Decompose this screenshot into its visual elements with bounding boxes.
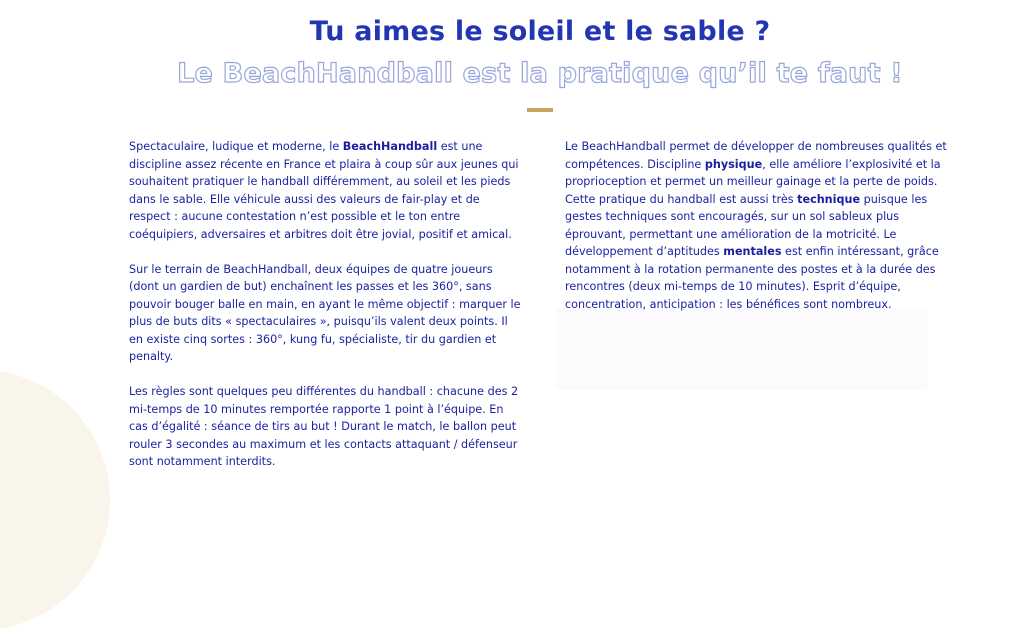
keyword-mentales: mentales bbox=[723, 245, 782, 258]
keyword-physique: physique bbox=[704, 157, 763, 171]
field-paragraph: Sur le terrain de BeachHandball, deux équipes de quatre joueurs (dont un gardien de but) enchaînent les passes et les 360°, sans pouvoir bouger balle en main, en ayant le même objectif : marquer le plus de buts dits « spectaculaires », puisqu’ils valent deux points. Il en existe cinq sortes : 360°, kung fu, spécialiste, tir du gardien et penalty. bbox=[129, 262, 521, 363]
benefits-paragraph: Le BeachHandball permet de développer de nombreuses qualités et compétences. Discipline physique, elle améliore l’explosivité et la proprioception et permet un meilleur gainage et la perte de poids. Cette pratique du handball est aussi très technique puisque les gestes techniques sont encouragés, sur un sol sableux plus éprouvant, permettant une amélioration de la motricité. Le développement d’aptitudes mentales est enfin intéressant, grâce notamment à la rotation permanente des postes et à la durée des rencontres (deux mi-temps de 10 minutes). Esprit d’équipe, concentration, anticipation : les bénéfices sont nombreux. bbox=[565, 140, 947, 311]
keyword-beachhandball: BeachHandball bbox=[342, 140, 438, 153]
left-column bbox=[129, 138, 523, 488]
decorative-sand-arc bbox=[0, 370, 110, 630]
intro-paragraph: Spectaculaire, ludique et moderne, le BeachHandball est une discipline assez récente en France et plaira à coup sûr aux jeunes qui souhaitent pratiquer le handball différemment, au soleil et les pieds dans le sable. Elle véhicule aussi des valeurs de fair-play et de respect : aucune contestation n’est possible et le ton entre coéquipiers, adversaires et arbitres doit être jovial, positif et amical. bbox=[129, 140, 519, 241]
title-divider bbox=[527, 108, 553, 112]
page-title: Tu aimes le soleil et le sable ? bbox=[309, 16, 771, 47]
keyword-technique: technique bbox=[797, 192, 861, 206]
right-column bbox=[565, 138, 947, 331]
page-subtitle: Le BeachHandball est la pratique qu’il te faut ! bbox=[177, 58, 903, 89]
rules-paragraph: Les règles sont quelques peu différentes du handball : chacune des 2 mi-temps de 10 minutes remportée rapporte 1 point à l’équipe. En cas d’égalité : séance de tirs au but ! Durant le match, le ballon peut rouler 3 secondes au maximum et les contacts attaquant / défenseur sont notamment interdits. bbox=[129, 385, 519, 468]
